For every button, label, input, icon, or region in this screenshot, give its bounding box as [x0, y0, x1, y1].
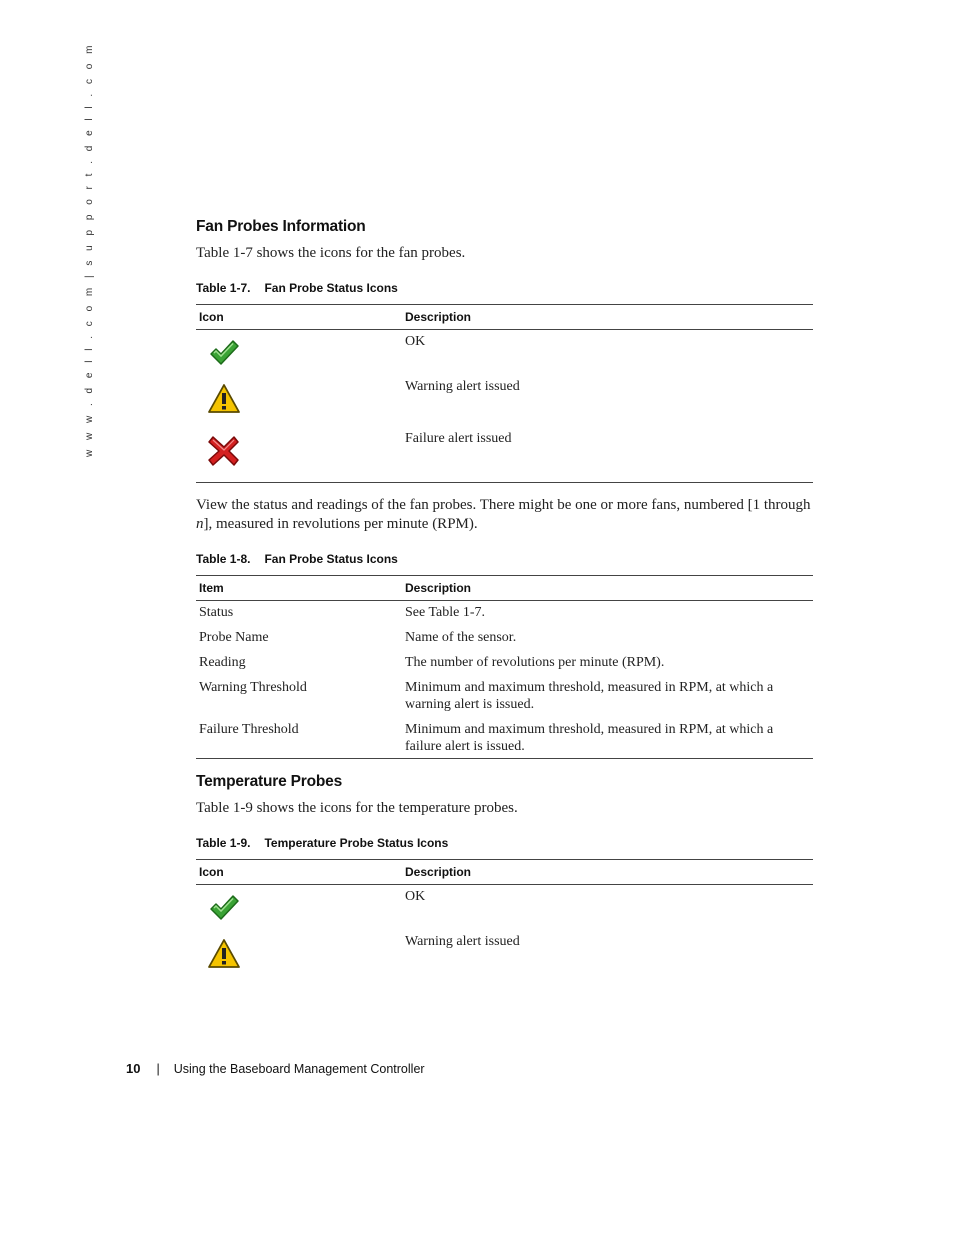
- table-7-desc-ok: OK: [405, 334, 426, 349]
- table-7-desc-failure: Failure alert issued: [402, 428, 813, 483]
- table-7-label: Table 1-7.: [196, 281, 251, 295]
- ok-check-icon: [207, 336, 241, 370]
- fan-probes-description-part1: View the status and readings of the fan probes. There might be one or more fans, numbered [1 through: [196, 497, 811, 513]
- page-footer: [126, 1061, 425, 1076]
- table-8: [196, 575, 813, 759]
- table-8-item: Warning Threshold: [199, 680, 307, 695]
- table-8-title: Fan Probe Status Icons: [264, 552, 398, 566]
- table-8-desc: See Table 1-7.: [405, 605, 486, 620]
- fan-probes-intro: Table 1-7 shows the icons for the fan probes.: [196, 245, 466, 261]
- table-9-desc-warning: Warning alert issued: [405, 934, 520, 949]
- table-7-header-description: Description: [402, 305, 813, 330]
- table-8-desc: The number of revolutions per minute (RPM).: [405, 655, 665, 670]
- page-content: [196, 218, 813, 983]
- table-9-label: Table 1-9.: [196, 836, 251, 850]
- table-9: [196, 859, 813, 983]
- table-row: [196, 601, 813, 627]
- table-7-caption: [196, 281, 813, 295]
- table-row: [196, 676, 813, 718]
- table-row: [196, 428, 813, 483]
- fan-probes-description-italic: n: [196, 516, 204, 532]
- section-heading-temperature-probes: Temperature Probes: [196, 773, 342, 790]
- table-8-item: Reading: [199, 655, 246, 670]
- warning-triangle-icon: [207, 937, 241, 971]
- table-8-item: Probe Name: [199, 630, 269, 645]
- table-8-item: Status: [199, 605, 234, 620]
- failure-x-icon: [207, 434, 241, 468]
- table-row: [196, 651, 813, 676]
- temperature-probes-intro: Table 1-9 shows the icons for the temperature probes.: [196, 800, 518, 816]
- table-9-title: Temperature Probe Status Icons: [264, 836, 449, 850]
- table-row: [196, 376, 813, 428]
- table-7-desc-warning: Warning alert issued: [405, 379, 520, 394]
- side-url: w w w . d e l l . c o m | s u p p o r t . d e l l . c o m: [84, 42, 95, 457]
- fan-probes-description-part2: ], measured in revolutions per minute (RPM).: [203, 516, 478, 532]
- table-row: [196, 931, 813, 983]
- table-9-caption: [196, 836, 813, 850]
- section-heading-fan-probes: Fan Probes Information: [196, 218, 366, 235]
- table-7: [196, 304, 813, 483]
- table-row: [196, 330, 813, 377]
- warning-triangle-icon: [207, 382, 241, 416]
- page-number: 10: [126, 1061, 141, 1076]
- table-8-header-description: Description: [402, 576, 813, 601]
- table-9-header-description: Description: [402, 860, 813, 885]
- table-8-desc: Minimum and maximum threshold, measured in RPM, at which a warning alert is issued.: [405, 680, 774, 712]
- table-8-desc: Minimum and maximum threshold, measured in RPM, at which a failure alert is issued.: [402, 718, 813, 759]
- table-row: [196, 718, 813, 759]
- ok-check-icon: [207, 891, 241, 925]
- fan-probes-description: [196, 496, 813, 534]
- table-9-header-icon: Icon: [196, 860, 402, 885]
- table-8-desc: Name of the sensor.: [405, 630, 517, 645]
- table-8-header-item: Item: [196, 576, 402, 601]
- table-row: [196, 885, 813, 932]
- table-7-header-icon: Icon: [196, 305, 402, 330]
- table-7-title: Fan Probe Status Icons: [264, 281, 398, 295]
- footer-separator: |: [156, 1062, 160, 1076]
- table-8-label: Table 1-8.: [196, 552, 251, 566]
- table-9-desc-ok: OK: [405, 889, 426, 904]
- table-row: [196, 626, 813, 651]
- chapter-title: Using the Baseboard Management Controller: [173, 1062, 425, 1076]
- table-8-item: Failure Threshold: [196, 718, 402, 759]
- table-8-caption: [196, 552, 813, 566]
